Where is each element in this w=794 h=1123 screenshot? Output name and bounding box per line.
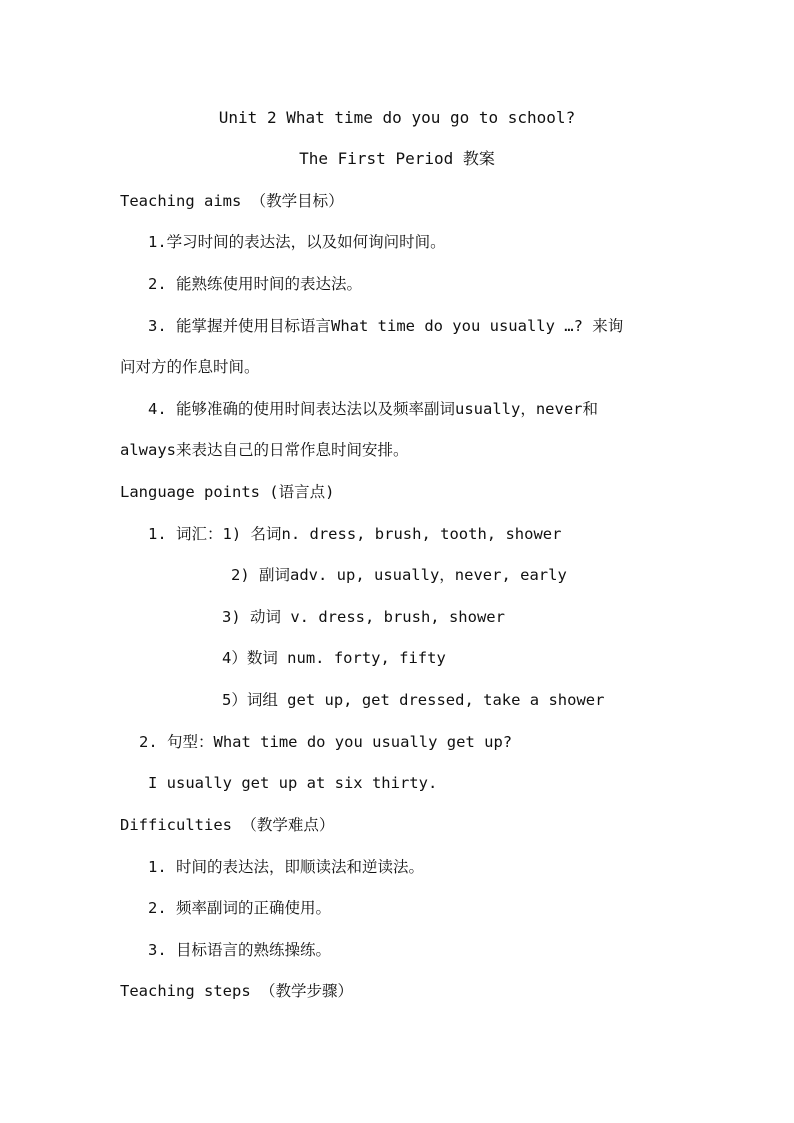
- aim-item: 1.学习时间的表达法，以及如何询问时间。: [148, 233, 446, 251]
- aim-item: 4. 能够准确的使用时间表达法以及频率副词usually，never和: [148, 400, 598, 418]
- document-title: Unit 2 What time do you go to school?: [218, 108, 576, 127]
- document-subtitle: The First Period 教案: [299, 149, 495, 168]
- vocab-item: 1. 词汇：1) 名词n. dress, brush, tooth, shower: [148, 525, 562, 543]
- aim-item: 3. 能掌握并使用目标语言What time do you usually …? 来询: [148, 317, 624, 335]
- vocab-item: 2) 副词adv. up, usually，never, early: [231, 566, 567, 584]
- aim-item-continuation: 问对方的作息时间。: [120, 358, 260, 376]
- difficulty-item: 1. 时间的表达法，即顺读法和逆读法。: [148, 858, 424, 876]
- aim-item-continuation: always来表达自己的日常作息时间安排。: [120, 441, 409, 459]
- sentence-pattern-answer: I usually get up at six thirty.: [148, 774, 438, 792]
- difficulty-item: 3. 目标语言的熟练操练。: [148, 941, 331, 959]
- sentence-pattern-label: 2. 句型：What time do you usually get up?: [139, 733, 513, 751]
- section-heading-difficulties: Difficulties （教学难点）: [120, 816, 335, 834]
- section-heading-teaching-aims: Teaching aims （教学目标）: [120, 192, 344, 210]
- vocab-item: 4）数词 num. forty, fifty: [222, 649, 446, 667]
- aim-item: 2. 能熟练使用时间的表达法。: [148, 275, 362, 293]
- difficulty-item: 2. 频率副词的正确使用。: [148, 899, 331, 917]
- section-heading-teaching-steps: Teaching steps （教学步骤）: [120, 982, 353, 1000]
- section-heading-language-points: Language points (语言点): [120, 483, 335, 501]
- vocab-item: 5）词组 get up, get dressed, take a shower: [222, 691, 605, 709]
- vocab-item: 3) 动词 v. dress, brush, shower: [222, 608, 505, 626]
